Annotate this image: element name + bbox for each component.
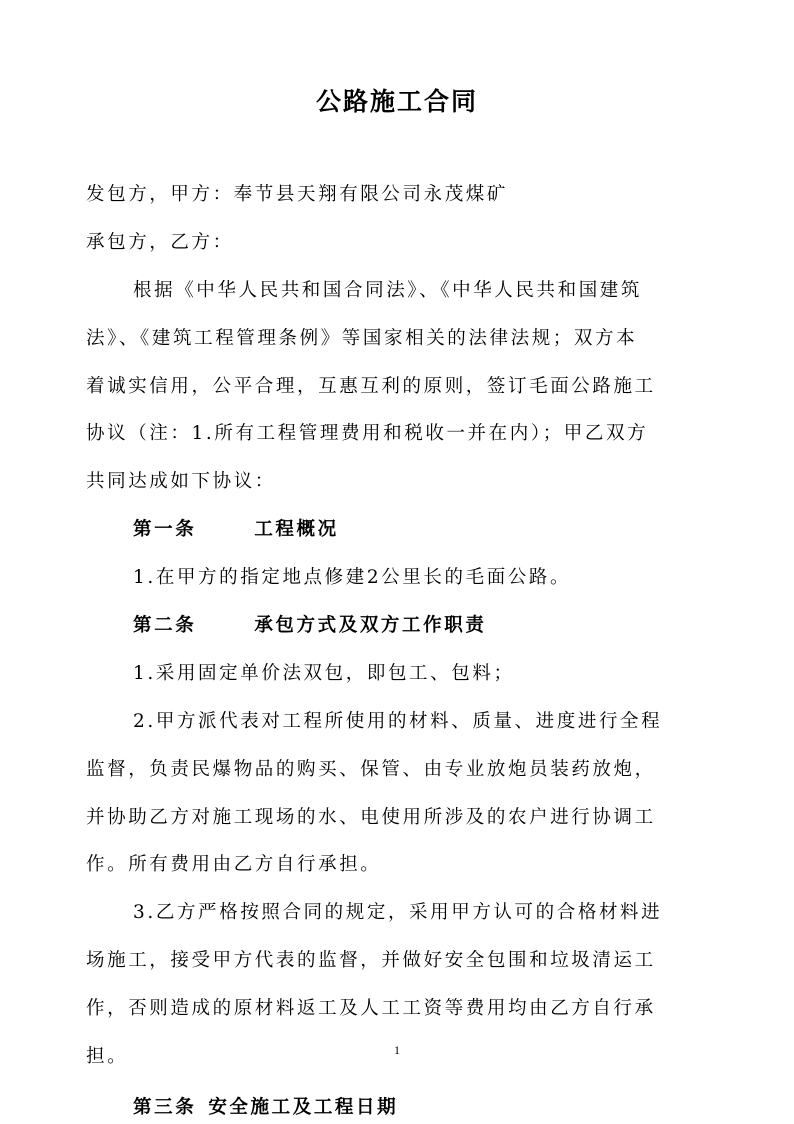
paragraph-line: 法》、《建筑工程管理条例》等国家相关的法律法规；双方本 [86,327,638,349]
contract-title: 公路施工合同 [315,87,478,116]
article-2-item-2 [86,707,730,882]
paragraph-line: 并协助乙方对施工现场的水、电使用所涉及的农户进行协调工 [86,806,656,828]
paragraph-line: 根据《中华人民共和国合同法》、《中华人民共和国建筑 [133,279,643,301]
paragraph-line: 3.乙方严格按照合同的规定，采用甲方认可的合格材料进 [133,902,663,924]
article-1-heading [86,515,730,546]
paragraph-line: 共同达成如下协议： [86,471,276,493]
paragraph-line: 作。所有费用由乙方自行承担。 [86,854,382,876]
article-3-heading [86,1093,730,1124]
article-number: 第二条 [133,615,197,637]
article-1-item-1: 1.在甲方的指定地点修建2公里长的毛面公路。 [133,567,572,589]
paragraph-line: 作，否则造成的原材料返工及人工工资等费用均由乙方自行承 [86,998,656,1020]
paragraph-line: 协议（注：1.所有工程管理费用和税收一并在内）；甲乙双方 [86,423,649,445]
article-title: 安全施工及工程日期 [208,1096,399,1118]
paragraph-line: 2.甲方派代表对工程所使用的材料、质量、进度进行全程 [133,710,663,732]
party-a-line: 发包方，甲方：奉节县天翔有限公司永茂煤矿 [86,184,509,205]
paragraph-line: 场施工，接受甲方代表的监督，并做好安全包围和垃圾清运工 [86,950,656,972]
paragraph-line: 监督，负责民爆物品的购买、保管、由专业放炮员装药放炮， [86,758,656,780]
paragraph-line: 担。 [86,1046,129,1068]
party-b-line: 承包方，乙方： [86,231,234,253]
article-title: 承包方式及双方工作职责 [254,615,487,637]
article-2-item-1: 1.采用固定单价法双包，即包工、包料； [133,662,515,684]
page-number: 1 [394,1043,400,1057]
contract-body [86,180,730,1124]
article-2-heading [86,611,730,642]
paragraph-line: 着诚实信用，公平合理，互惠互利的原则，签订毛面公路施工 [86,375,656,397]
article-number: 第一条 [133,519,197,541]
article-title: 工程概况 [254,519,339,541]
article-number: 第三条 [133,1096,197,1118]
intro-paragraph [86,276,730,498]
